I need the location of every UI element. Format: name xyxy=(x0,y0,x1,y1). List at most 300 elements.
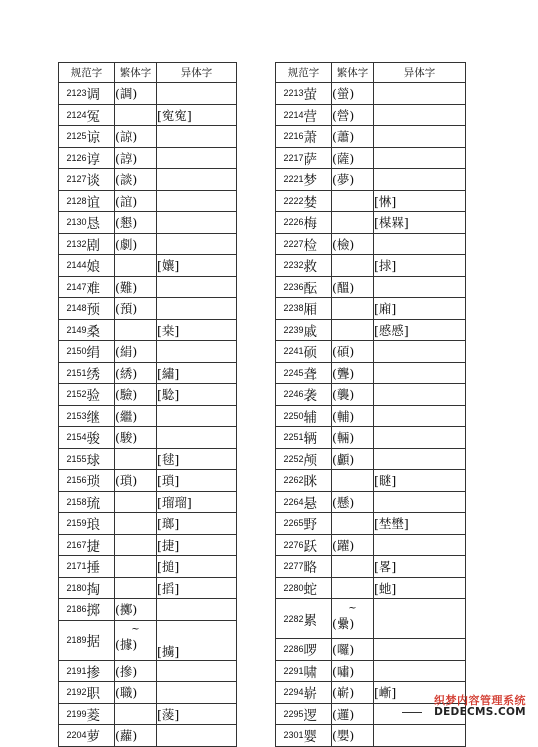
variant-char xyxy=(157,725,237,747)
traditional-char-text: (纍) xyxy=(332,615,355,631)
entry-number: 2191 xyxy=(59,660,87,682)
entry-number: 2153 xyxy=(59,405,87,427)
table-header-row xyxy=(276,63,466,83)
variant-char: [埜壄] xyxy=(374,513,466,535)
standard-char: 硕 xyxy=(304,341,332,363)
traditional-char: (檢) xyxy=(332,233,374,255)
standard-char: 聋 xyxy=(304,362,332,384)
variant-char xyxy=(374,427,466,449)
table-row xyxy=(59,169,237,191)
traditional-char: (懸) xyxy=(332,491,374,513)
traditional-char: (綉) xyxy=(115,362,157,384)
traditional-char xyxy=(115,513,157,535)
traditional-char: (擲) xyxy=(115,599,157,621)
traditional-char: (薩) xyxy=(332,147,374,169)
variant-char: [廂] xyxy=(374,298,466,320)
table-header-row xyxy=(59,63,237,83)
standard-char: 啸 xyxy=(304,660,332,682)
standard-char: 谊 xyxy=(87,190,115,212)
table-row xyxy=(276,384,466,406)
traditional-char xyxy=(332,513,374,535)
entry-number: 2238 xyxy=(276,298,304,320)
table-row xyxy=(276,190,466,212)
entry-number: 2167 xyxy=(59,534,87,556)
table-row xyxy=(59,599,237,621)
table-row xyxy=(276,147,466,169)
traditional-char xyxy=(115,703,157,725)
entry-number: 2282 xyxy=(276,599,304,639)
variant-char xyxy=(374,491,466,513)
variant-char: [繡] xyxy=(157,362,237,384)
variant-char xyxy=(374,147,466,169)
standard-char: 崭 xyxy=(304,682,332,704)
traditional-char xyxy=(332,255,374,277)
table-row xyxy=(276,725,466,747)
character-table-right xyxy=(275,62,466,747)
standard-char: 梦 xyxy=(304,169,332,191)
table-row xyxy=(276,513,466,535)
entry-number: 2186 xyxy=(59,599,87,621)
standard-char: 继 xyxy=(87,405,115,427)
table-row xyxy=(276,255,466,277)
variant-char xyxy=(374,362,466,384)
standard-char: 萧 xyxy=(304,126,332,148)
table-row xyxy=(59,556,237,578)
table-row xyxy=(59,147,237,169)
traditional-char: (邏) xyxy=(332,703,374,725)
variant-char xyxy=(157,83,237,105)
variant-char: [搥] xyxy=(157,556,237,578)
traditional-char: (驗) xyxy=(115,384,157,406)
entry-number: 2232 xyxy=(276,255,304,277)
entry-number: 2227 xyxy=(276,233,304,255)
variant-char xyxy=(374,448,466,470)
traditional-char: (夢) xyxy=(332,169,374,191)
table-row xyxy=(59,298,237,320)
traditional-char: (摻) xyxy=(115,660,157,682)
standard-char: 救 xyxy=(304,255,332,277)
table-row xyxy=(276,319,466,341)
traditional-char: (繼) xyxy=(115,405,157,427)
table-row xyxy=(59,233,237,255)
standard-char: 绢 xyxy=(87,341,115,363)
watermark-line1: 织梦内容管理系统 xyxy=(434,694,526,707)
standard-char: 梅 xyxy=(304,212,332,234)
table-row xyxy=(59,104,237,126)
entry-number: 2286 xyxy=(276,639,304,661)
traditional-char: (劇) xyxy=(115,233,157,255)
entry-number: 2214 xyxy=(276,104,304,126)
entry-number: 2280 xyxy=(276,577,304,599)
traditional-char xyxy=(332,212,374,234)
table-row xyxy=(59,513,237,535)
standard-char: 累 xyxy=(304,599,332,639)
variant-char: [瑣] xyxy=(157,470,237,492)
variant-char: [騐] xyxy=(157,384,237,406)
standard-char: 恳 xyxy=(87,212,115,234)
table-row xyxy=(59,83,237,105)
entry-number: 2252 xyxy=(276,448,304,470)
standard-char: 萝 xyxy=(87,725,115,747)
traditional-char xyxy=(332,556,374,578)
variant-char xyxy=(157,126,237,148)
traditional-char: (碩) xyxy=(332,341,374,363)
table-row xyxy=(276,298,466,320)
table-row xyxy=(276,660,466,682)
entry-number: 2216 xyxy=(276,126,304,148)
entry-number: 2295 xyxy=(276,703,304,725)
traditional-char-text: (據) xyxy=(115,637,138,652)
variant-char: [虵] xyxy=(374,577,466,599)
traditional-char: (預) xyxy=(115,298,157,320)
table-row xyxy=(59,448,237,470)
entry-number: 2127 xyxy=(59,169,87,191)
standard-char: 娘 xyxy=(87,255,115,277)
standard-char: 据 xyxy=(87,620,115,660)
standard-char: 萤 xyxy=(304,83,332,105)
table-row xyxy=(276,276,466,298)
table-row xyxy=(59,470,237,492)
traditional-char: (醞) xyxy=(332,276,374,298)
standard-char: 掏 xyxy=(87,577,115,599)
table-row xyxy=(59,577,237,599)
standard-char: 厢 xyxy=(304,298,332,320)
traditional-char: (諄) xyxy=(115,147,157,169)
entry-number: 2149 xyxy=(59,319,87,341)
entry-number: 2221 xyxy=(276,169,304,191)
table-row xyxy=(59,276,237,298)
entry-number: 2213 xyxy=(276,83,304,105)
watermark-logo xyxy=(425,695,535,718)
standard-char: 验 xyxy=(87,384,115,406)
tilde-mark: ~ xyxy=(131,624,140,635)
entry-number: 2123 xyxy=(59,83,87,105)
variant-char: [楳槑] xyxy=(374,212,466,234)
entry-number: 2150 xyxy=(59,341,87,363)
traditional-char: (諒) xyxy=(115,126,157,148)
entry-number: 2155 xyxy=(59,448,87,470)
traditional-char: (難) xyxy=(115,276,157,298)
table-row xyxy=(276,169,466,191)
table-row xyxy=(276,556,466,578)
standard-char: 谈 xyxy=(87,169,115,191)
traditional-char xyxy=(332,577,374,599)
standard-char: 逻 xyxy=(304,703,332,725)
character-table-left xyxy=(58,62,237,747)
variant-char xyxy=(374,341,466,363)
entry-number: 2291 xyxy=(276,660,304,682)
entry-number: 2126 xyxy=(59,147,87,169)
table-row xyxy=(59,725,237,747)
standard-char: 颅 xyxy=(304,448,332,470)
table-row xyxy=(59,190,237,212)
traditional-char xyxy=(332,298,374,320)
table-row xyxy=(276,405,466,427)
standard-char: 眯 xyxy=(304,470,332,492)
entry-number: 2189 xyxy=(59,620,87,660)
traditional-char xyxy=(115,319,157,341)
variant-char xyxy=(157,660,237,682)
traditional-char xyxy=(115,577,157,599)
standard-char: 蛇 xyxy=(304,577,332,599)
variant-char: [捷] xyxy=(157,534,237,556)
standard-char: 婪 xyxy=(304,190,332,212)
entry-number: 2130 xyxy=(59,212,87,234)
traditional-char: (螢) xyxy=(332,83,374,105)
traditional-char: (營) xyxy=(332,104,374,126)
standard-char: 谅 xyxy=(87,126,115,148)
entry-number: 2294 xyxy=(276,682,304,704)
table-row xyxy=(276,639,466,661)
variant-char xyxy=(157,212,237,234)
entry-number: 2128 xyxy=(59,190,87,212)
standard-char: 捶 xyxy=(87,556,115,578)
variant-char xyxy=(157,427,237,449)
traditional-char xyxy=(332,470,374,492)
table-row xyxy=(59,405,237,427)
standard-char: 剧 xyxy=(87,233,115,255)
traditional-char: (絹) xyxy=(115,341,157,363)
entry-number: 2147 xyxy=(59,276,87,298)
standard-char: 悬 xyxy=(304,491,332,513)
entry-number: 2152 xyxy=(59,384,87,406)
variant-char: [捄] xyxy=(374,255,466,277)
entry-number: 2132 xyxy=(59,233,87,255)
variant-char xyxy=(157,169,237,191)
standard-char: 预 xyxy=(87,298,115,320)
variant-char xyxy=(374,169,466,191)
traditional-char: (嬰) xyxy=(332,725,374,747)
variant-char: [擄] xyxy=(157,620,237,660)
variant-char: [惏] xyxy=(374,190,466,212)
variant-char: [孃] xyxy=(157,255,237,277)
traditional-char: (蘿) xyxy=(115,725,157,747)
table-row xyxy=(276,534,466,556)
standard-char: 掺 xyxy=(87,660,115,682)
standard-char: 婴 xyxy=(304,725,332,747)
standard-char: 跃 xyxy=(304,534,332,556)
variant-char xyxy=(374,534,466,556)
table-row xyxy=(59,427,237,449)
table-row xyxy=(59,703,237,725)
entry-number: 2241 xyxy=(276,341,304,363)
standard-char: 略 xyxy=(304,556,332,578)
entry-number: 2199 xyxy=(59,703,87,725)
standard-char: 啰 xyxy=(304,639,332,661)
variant-char: [寃寃] xyxy=(157,104,237,126)
variant-char xyxy=(374,405,466,427)
entry-number: 2124 xyxy=(59,104,87,126)
tilde-mark: ~ xyxy=(348,602,357,614)
entry-number: 2265 xyxy=(276,513,304,535)
traditional-char: (蕭) xyxy=(332,126,374,148)
traditional-char: (囉) xyxy=(332,639,374,661)
table-row xyxy=(276,599,466,639)
standard-char: 辆 xyxy=(304,427,332,449)
entry-number: 2144 xyxy=(59,255,87,277)
variant-char xyxy=(374,233,466,255)
variant-char xyxy=(374,104,466,126)
table-row xyxy=(59,620,237,660)
standard-char: 萨 xyxy=(304,147,332,169)
traditional-char xyxy=(115,255,157,277)
entry-number: 2264 xyxy=(276,491,304,513)
variant-char xyxy=(374,660,466,682)
header-standard: 规范字 xyxy=(276,63,332,83)
footer-rule xyxy=(402,712,422,713)
traditional-char: (嶄) xyxy=(332,682,374,704)
table-row xyxy=(59,255,237,277)
entry-number: 2204 xyxy=(59,725,87,747)
traditional-char xyxy=(115,556,157,578)
header-variant: 异体字 xyxy=(157,63,237,83)
entry-number: 2246 xyxy=(276,384,304,406)
variant-char: [畧] xyxy=(374,556,466,578)
standard-char: 营 xyxy=(304,104,332,126)
entry-number: 2192 xyxy=(59,682,87,704)
table-row xyxy=(276,104,466,126)
standard-char: 琉 xyxy=(87,491,115,513)
table-row xyxy=(59,341,237,363)
table-row xyxy=(276,491,466,513)
traditional-char xyxy=(332,190,374,212)
entry-number: 2239 xyxy=(276,319,304,341)
traditional-char: (嘯) xyxy=(332,660,374,682)
table-body-left xyxy=(59,83,237,747)
entry-number: 2245 xyxy=(276,362,304,384)
header-traditional: 繁体字 xyxy=(115,63,157,83)
traditional-char xyxy=(115,534,157,556)
table-row xyxy=(276,448,466,470)
table-row xyxy=(276,341,466,363)
traditional-char xyxy=(332,319,374,341)
header-traditional: 繁体字 xyxy=(332,63,374,83)
standard-char: 绣 xyxy=(87,362,115,384)
variant-char: [蔆] xyxy=(157,703,237,725)
entry-number: 2217 xyxy=(276,147,304,169)
entry-number: 2151 xyxy=(59,362,87,384)
standard-char: 辅 xyxy=(304,405,332,427)
variant-char xyxy=(374,599,466,639)
entry-number: 2222 xyxy=(276,190,304,212)
variant-char xyxy=(374,384,466,406)
table-row xyxy=(276,126,466,148)
variant-char xyxy=(374,725,466,747)
standard-char: 野 xyxy=(304,513,332,535)
entry-number: 2159 xyxy=(59,513,87,535)
entry-number: 2154 xyxy=(59,427,87,449)
entry-number: 2156 xyxy=(59,470,87,492)
traditional-char: (談) xyxy=(115,169,157,191)
standard-char: 冤 xyxy=(87,104,115,126)
variant-char xyxy=(374,126,466,148)
table-row xyxy=(276,233,466,255)
standard-char: 戚 xyxy=(304,319,332,341)
variant-char xyxy=(157,147,237,169)
standard-char: 捷 xyxy=(87,534,115,556)
traditional-char xyxy=(115,620,157,660)
variant-char: [毬] xyxy=(157,448,237,470)
traditional-char xyxy=(115,104,157,126)
entry-number: 2276 xyxy=(276,534,304,556)
variant-char xyxy=(157,405,237,427)
header-standard: 规范字 xyxy=(59,63,115,83)
entry-number: 2236 xyxy=(276,276,304,298)
entry-number: 2262 xyxy=(276,470,304,492)
entry-number: 2125 xyxy=(59,126,87,148)
variant-char xyxy=(157,341,237,363)
table-body-right xyxy=(276,83,466,747)
traditional-char: (聾) xyxy=(332,362,374,384)
variant-char xyxy=(374,276,466,298)
traditional-char xyxy=(332,599,374,639)
table-row xyxy=(59,682,237,704)
traditional-char: (襲) xyxy=(332,384,374,406)
variant-char xyxy=(157,682,237,704)
entry-number: 2158 xyxy=(59,491,87,513)
table-row xyxy=(276,83,466,105)
entry-number: 2250 xyxy=(276,405,304,427)
entry-number: 2277 xyxy=(276,556,304,578)
variant-char xyxy=(374,83,466,105)
table-row xyxy=(276,577,466,599)
entry-number: 2251 xyxy=(276,427,304,449)
table-row xyxy=(276,427,466,449)
table-row xyxy=(59,534,237,556)
table-row xyxy=(276,212,466,234)
standard-char: 职 xyxy=(87,682,115,704)
traditional-char: (駿) xyxy=(115,427,157,449)
variant-char xyxy=(157,233,237,255)
variant-char xyxy=(157,276,237,298)
variant-char: [桒] xyxy=(157,319,237,341)
entry-number: 2301 xyxy=(276,725,304,747)
table-row xyxy=(59,126,237,148)
variant-char: [嶃] xyxy=(374,682,466,704)
variant-char xyxy=(157,599,237,621)
entry-number: 2226 xyxy=(276,212,304,234)
traditional-char: (瑣) xyxy=(115,470,157,492)
table-row xyxy=(59,319,237,341)
variant-char: [慼慼] xyxy=(374,319,466,341)
traditional-char: (職) xyxy=(115,682,157,704)
variant-char: [瞇] xyxy=(374,470,466,492)
standard-char: 琅 xyxy=(87,513,115,535)
entry-number: 2171 xyxy=(59,556,87,578)
entry-number: 2148 xyxy=(59,298,87,320)
standard-char: 菱 xyxy=(87,703,115,725)
variant-char xyxy=(374,639,466,661)
table-row xyxy=(276,470,466,492)
table-row xyxy=(59,660,237,682)
entry-number: 2180 xyxy=(59,577,87,599)
traditional-char: (躍) xyxy=(332,534,374,556)
header-variant: 异体字 xyxy=(374,63,466,83)
traditional-char: (調) xyxy=(115,83,157,105)
variant-char: [瑠瑠] xyxy=(157,491,237,513)
standard-char: 骏 xyxy=(87,427,115,449)
standard-char: 酝 xyxy=(304,276,332,298)
traditional-char: (懇) xyxy=(115,212,157,234)
traditional-char: (輔) xyxy=(332,405,374,427)
table-row xyxy=(59,384,237,406)
variant-char: [搯] xyxy=(157,577,237,599)
traditional-char xyxy=(115,491,157,513)
traditional-char: (輛) xyxy=(332,427,374,449)
variant-char xyxy=(157,190,237,212)
watermark-line2: DEDECMS.COM xyxy=(434,705,526,718)
table-row xyxy=(59,491,237,513)
